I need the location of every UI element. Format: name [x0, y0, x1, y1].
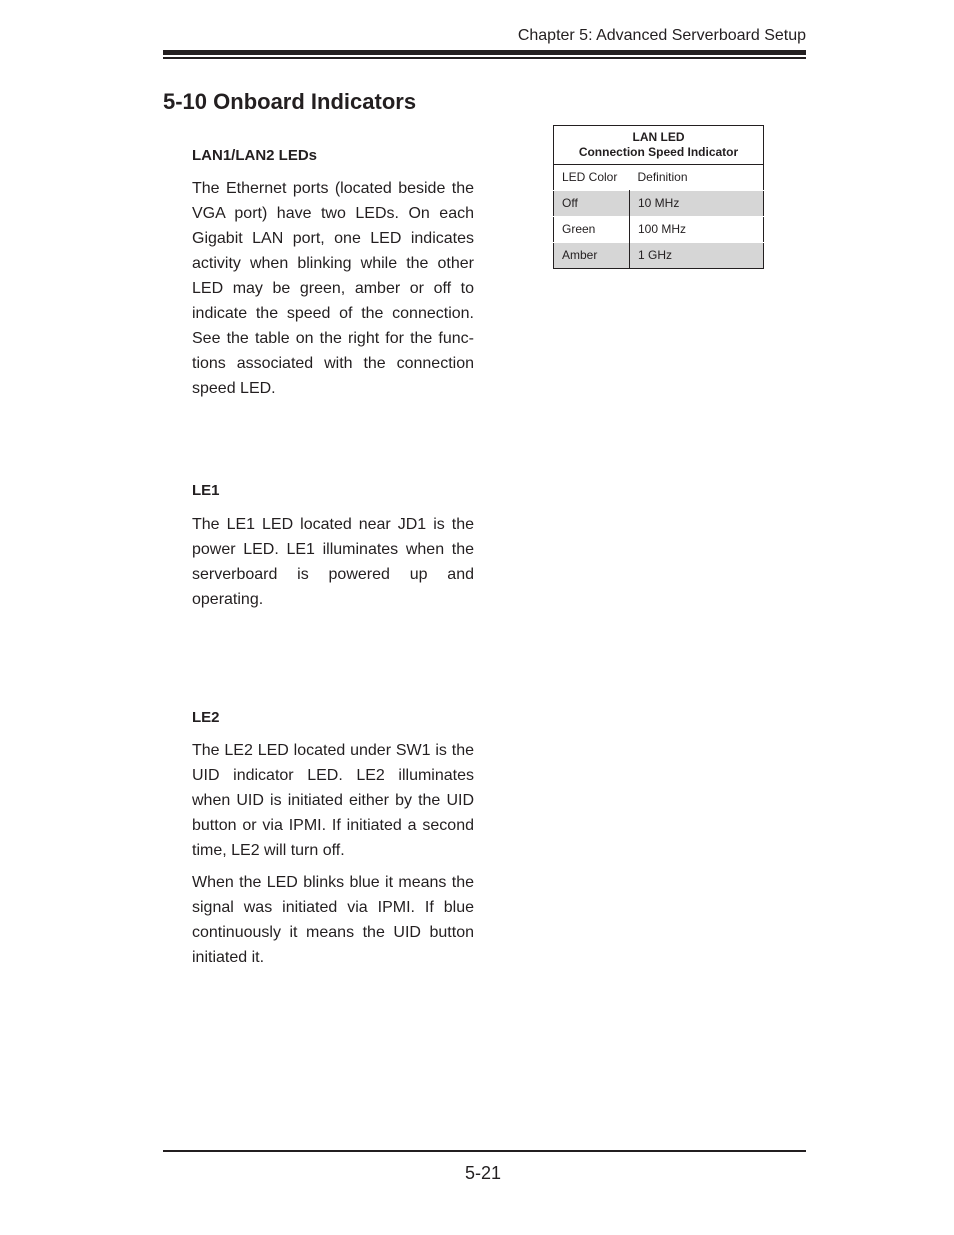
cell-color: Off: [554, 191, 630, 217]
cell-definition: 10 MHz: [630, 191, 764, 217]
le2-body-1: The LE2 LED located under SW1 is the UID indicator LED. LE2 illuminates when UID is initiated either by the UID button or via IPMI. If initiated a second time, LE2 will turn off.: [192, 742, 474, 859]
le1-body: The LE1 LED located near JD1 is the power LED. LE1 illuminates when the serverboard is powered up and operating.: [192, 516, 474, 608]
col-header-led-color: LED Color: [562, 170, 618, 184]
col-header-definition: Definition: [637, 170, 688, 184]
le2-section: [192, 708, 474, 970]
header-rule-thin: [163, 57, 806, 59]
header-rule-thick: [163, 50, 806, 55]
page-number: 5-21: [464, 1163, 502, 1183]
table-row: [554, 217, 764, 243]
cell-definition: 100 MHz: [630, 217, 764, 243]
le1-section: [192, 481, 474, 612]
cell-definition: 1 GHz: [630, 243, 764, 269]
chapter-header: Chapter 5: Advanced Serverboard Setup: [517, 27, 806, 44]
table-header-row: [554, 165, 764, 191]
footer-rule: [163, 1150, 806, 1152]
lan-led-table: [553, 125, 764, 269]
le2-heading: LE2: [192, 709, 220, 726]
cell-color: Amber: [554, 243, 630, 269]
cell-color: Green: [554, 217, 630, 243]
section-title: 5-10 Onboard Indicators: [163, 89, 417, 114]
table-row: [554, 191, 764, 217]
table-title-line2: Connection Speed Indicator: [578, 145, 739, 159]
le1-heading: LE1: [192, 482, 220, 499]
lan-leds-body: The Ethernet ports (located beside the VGA port) have two LEDs. On each Gigabit LAN port, one LED indicates activity when blinking while the other LED may be green, amber or off to indicate the speed of the connection. See the table on the right for the functions associated with the connection speed LED.: [192, 180, 474, 397]
le2-body-2: When the LED blinks blue it means the signal was initiated via IPMI. If blue continuously it means the UID button initiated it.: [192, 874, 474, 966]
table-title-line1: LAN LED: [632, 130, 685, 144]
lan-leds-section: [192, 146, 474, 401]
table-title: [554, 126, 764, 165]
table-row: [554, 243, 764, 269]
lan-leds-heading: LAN1/LAN2 LEDs: [192, 147, 318, 164]
